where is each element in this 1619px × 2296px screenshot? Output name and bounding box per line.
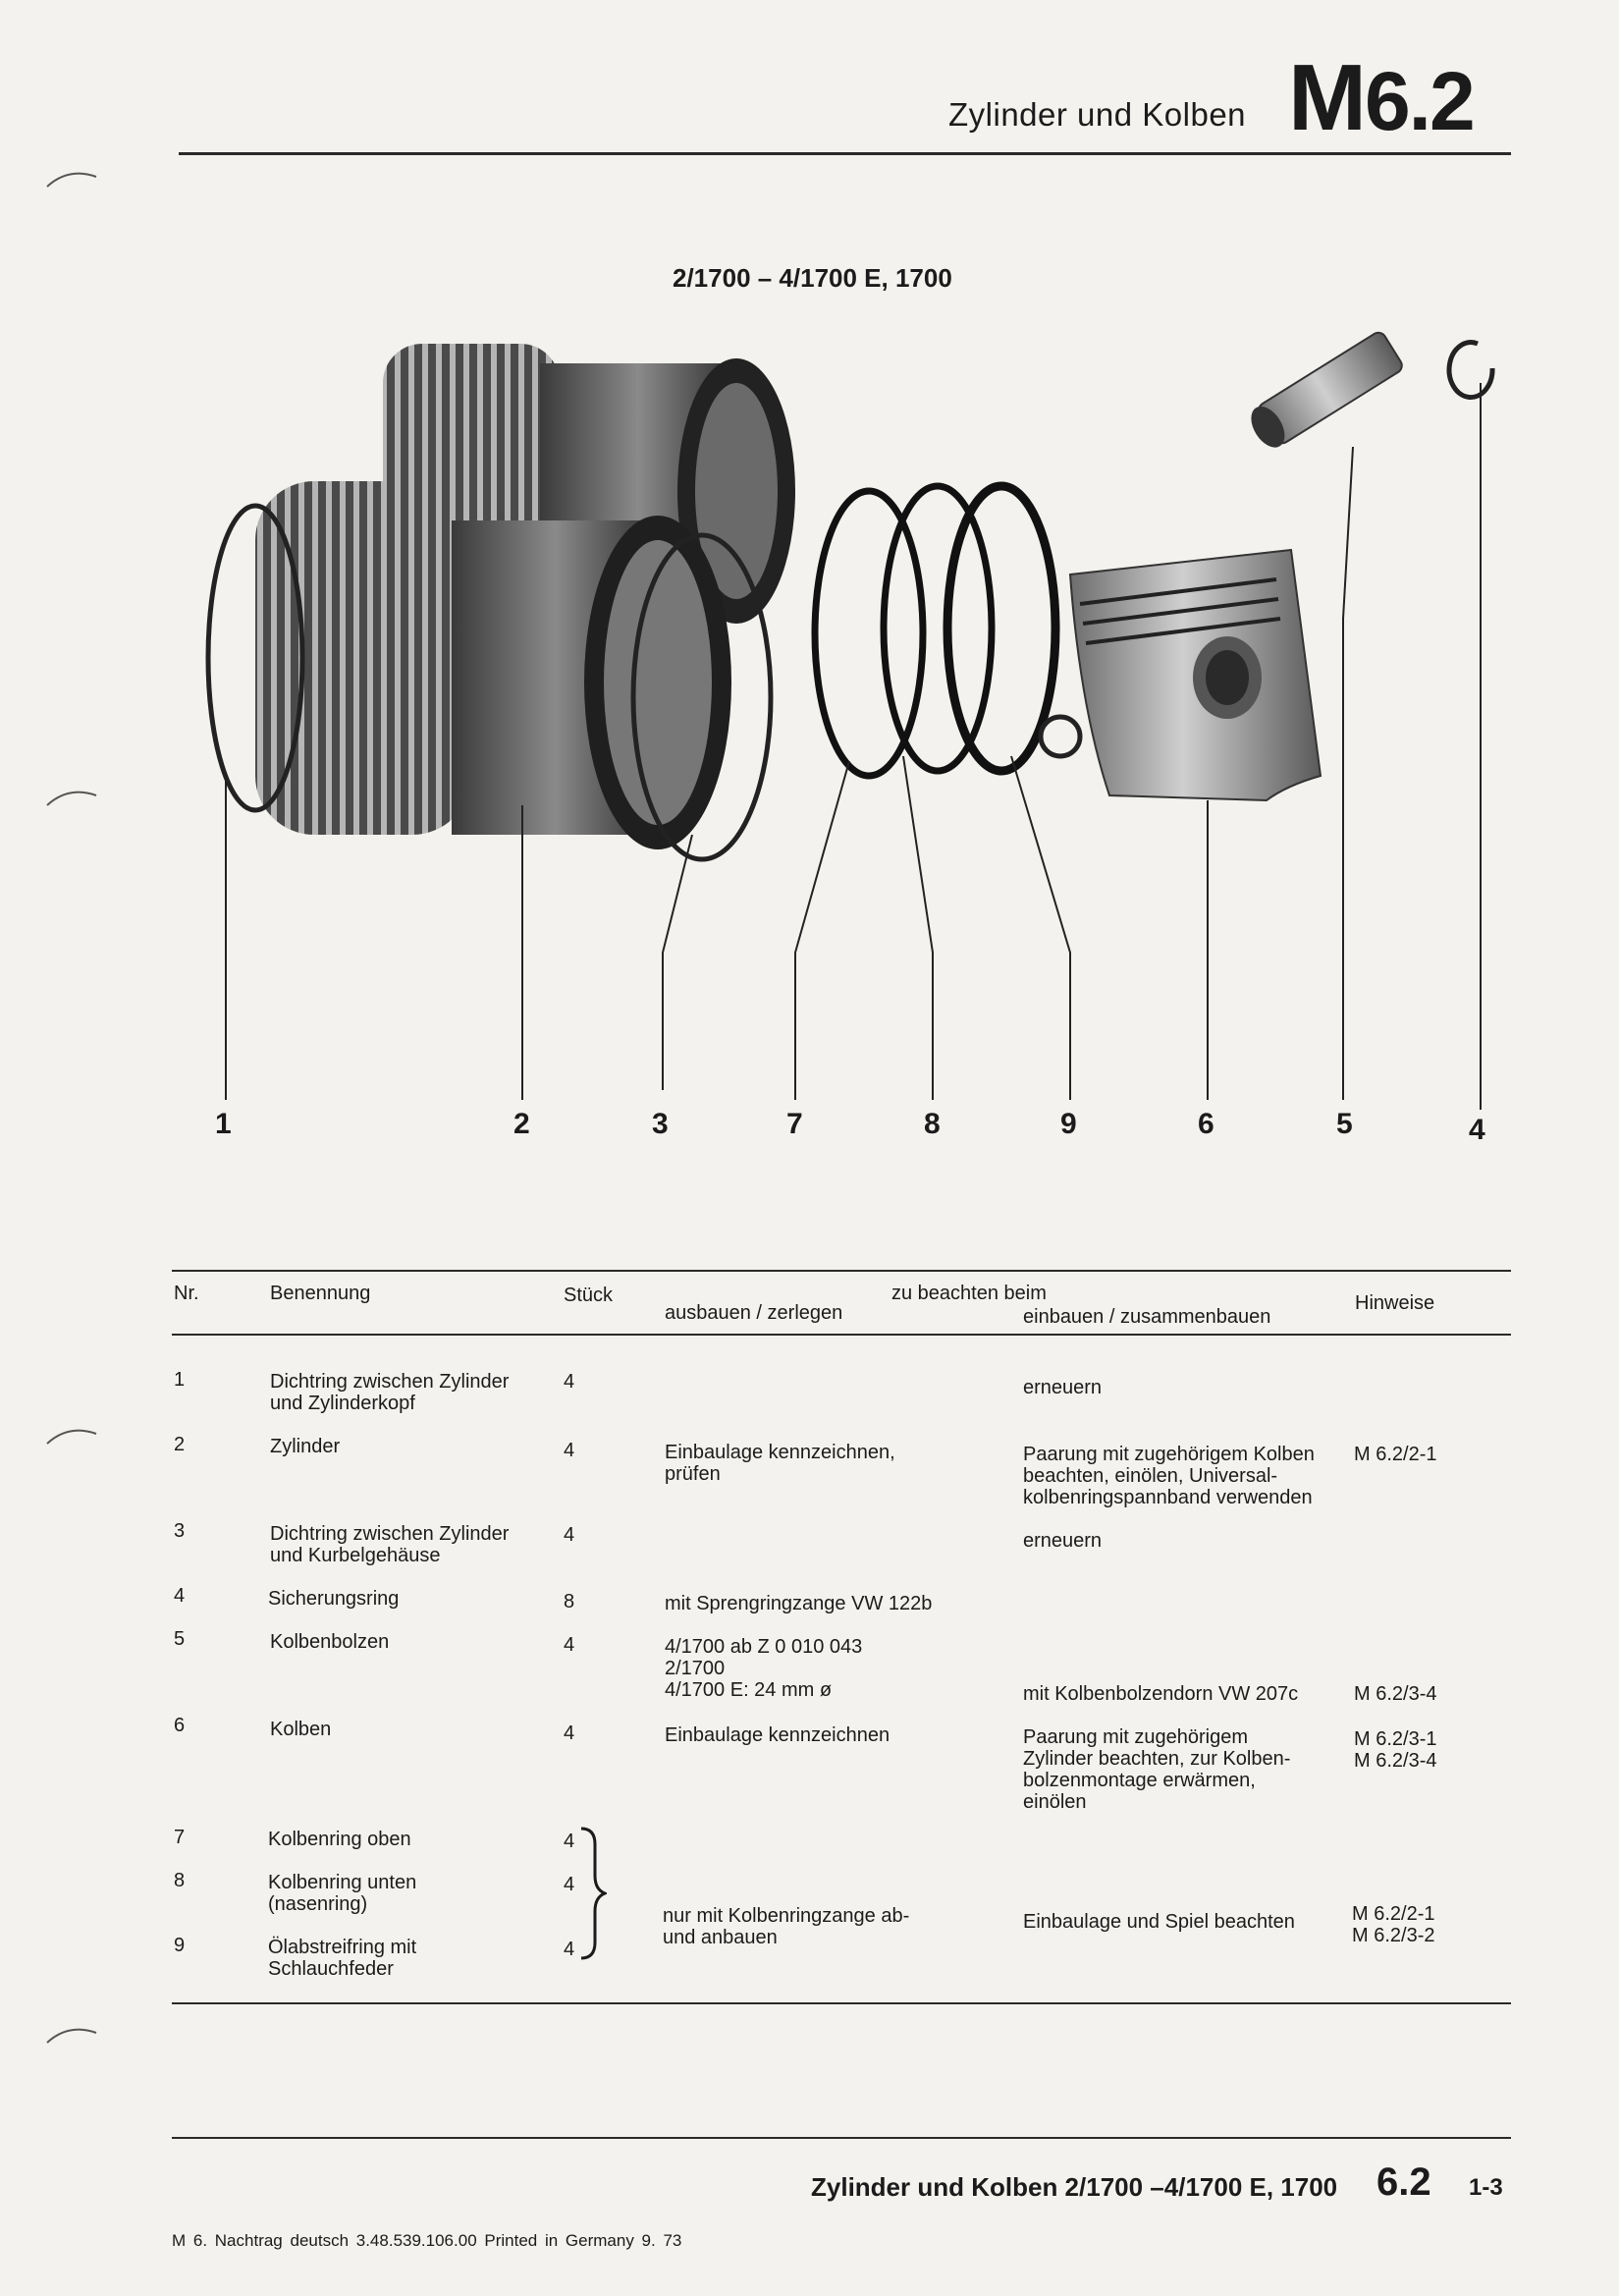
group-7-9-hinweise: M 6.2/2-1 M 6.2/3-2 bbox=[1352, 1903, 1435, 1946]
row-4-benennung: Sicherungsring bbox=[268, 1588, 400, 1610]
column-header-ausbauen: ausbauen / zerlegen bbox=[665, 1302, 843, 1324]
column-header-stueck: Stück bbox=[564, 1285, 614, 1306]
part-number-3: 3 bbox=[652, 1108, 669, 1140]
row-2-stueck: 4 bbox=[564, 1440, 575, 1461]
row-5-stueck: 4 bbox=[564, 1634, 575, 1656]
row-2-hinweise: M 6.2/2-1 bbox=[1354, 1444, 1437, 1465]
group-brace-rows-7-9 bbox=[577, 1825, 607, 1962]
binder-hole-marks bbox=[39, 147, 108, 2062]
part-number-8: 8 bbox=[924, 1108, 941, 1140]
row-1-stueck: 4 bbox=[564, 1371, 575, 1393]
column-header-zu-beachten: zu beachten beim bbox=[891, 1283, 1047, 1304]
row-9-benennung: Ölabstreifring mit Schlauchfeder bbox=[268, 1937, 417, 1980]
exploded-view-illustration bbox=[147, 314, 1522, 1159]
piston-pin bbox=[1244, 330, 1404, 454]
piston-ring-top bbox=[815, 491, 923, 776]
row-2-ausbauen: Einbaulage kennzeichnen, prüfen bbox=[665, 1442, 895, 1485]
row-1-benennung: Dichtring zwischen Zylinder und Zylinderkopf bbox=[270, 1371, 510, 1414]
row-6-einbauen: Paarung mit zugehörigem Zylinder beachten, zur Kolben- bolzenmontage erwärmen, einölen bbox=[1023, 1726, 1291, 1813]
part-number-7: 7 bbox=[786, 1108, 803, 1140]
row-7-benennung: Kolbenring oben bbox=[268, 1829, 411, 1850]
row-6-stueck: 4 bbox=[564, 1722, 575, 1744]
oil-scraper-ring bbox=[947, 486, 1055, 771]
row-2-einbauen: Paarung mit zugehörigem Kolben beachten, einölen, Universal- kolbenringspannband verwenden bbox=[1023, 1444, 1315, 1508]
piston bbox=[1070, 550, 1321, 800]
row-6-ausbauen: Einbaulage kennzeichnen bbox=[665, 1724, 890, 1746]
section-code-number: 6.2 bbox=[1364, 55, 1474, 147]
row-5-hinweise: M 6.2/3-4 bbox=[1354, 1683, 1437, 1705]
row-4-nr: 4 bbox=[174, 1585, 186, 1607]
row-5-einbauen: mit Kolbenbolzendorn VW 207c bbox=[1023, 1683, 1299, 1705]
row-8-nr: 8 bbox=[174, 1870, 186, 1891]
imprint-line: M 6. Nachtrag deutsch 3.48.539.106.00 Printed in Germany 9. 73 bbox=[172, 2231, 682, 2250]
row-6-hinweise: M 6.2/3-1 M 6.2/3-4 bbox=[1354, 1728, 1437, 1772]
part-number-1: 1 bbox=[215, 1108, 232, 1140]
part-number-2: 2 bbox=[513, 1108, 530, 1140]
column-header-einbauen: einbauen / zusammenbauen bbox=[1023, 1306, 1271, 1328]
table-bottom-rule bbox=[172, 2002, 1511, 2004]
row-3-einbauen: erneuern bbox=[1023, 1530, 1103, 1552]
column-header-benennung: Benennung bbox=[270, 1283, 371, 1304]
footer-rule bbox=[172, 2137, 1511, 2139]
footer-section-number: 6.2 bbox=[1376, 2160, 1431, 2204]
row-1-nr: 1 bbox=[174, 1369, 186, 1391]
section-code-letter: M bbox=[1288, 45, 1365, 150]
model-subtitle: 2/1700 – 4/1700 E, 1700 bbox=[673, 263, 952, 293]
row-4-stueck: 8 bbox=[564, 1591, 575, 1613]
row-3-stueck: 4 bbox=[564, 1524, 575, 1546]
group-7-9-ausbauen: nur mit Kolbenringzange ab- und anbauen bbox=[663, 1905, 910, 1948]
circlip bbox=[1449, 343, 1492, 398]
row-2-nr: 2 bbox=[174, 1434, 186, 1455]
column-header-hinweise: Hinweise bbox=[1355, 1292, 1435, 1314]
row-5-benennung: Kolbenbolzen bbox=[270, 1631, 390, 1653]
row-3-nr: 3 bbox=[174, 1520, 186, 1542]
row-9-nr: 9 bbox=[174, 1935, 186, 1956]
part-number-5: 5 bbox=[1336, 1108, 1353, 1140]
row-4-ausbauen: mit Sprengringzange VW 122b bbox=[665, 1593, 933, 1614]
piston-ring-bottom bbox=[884, 486, 992, 771]
row-8-stueck: 4 bbox=[564, 1874, 575, 1895]
footer-title: Zylinder und Kolben 2/1700 –4/1700 E, 1700 bbox=[811, 2172, 1338, 2202]
table-top-rule bbox=[172, 1270, 1511, 1272]
row-3-benennung: Dichtring zwischen Zylinder und Kurbelgehäuse bbox=[270, 1523, 510, 1566]
row-6-nr: 6 bbox=[174, 1715, 186, 1736]
header-rule bbox=[179, 152, 1511, 155]
group-7-9-einbauen: Einbaulage und Spiel beachten bbox=[1023, 1911, 1295, 1933]
row-9-stueck: 4 bbox=[564, 1939, 575, 1960]
page-header-title: Zylinder und Kolben bbox=[948, 96, 1247, 133]
row-2-benennung: Zylinder bbox=[270, 1436, 341, 1457]
cylinder-front bbox=[255, 481, 731, 849]
footer-page-number: 1-3 bbox=[1469, 2174, 1503, 2201]
row-8-benennung: Kolbenring unten (nasenring) bbox=[268, 1872, 417, 1915]
part-number-4: 4 bbox=[1469, 1114, 1485, 1146]
row-7-stueck: 4 bbox=[564, 1831, 575, 1852]
row-1-einbauen: erneuern bbox=[1023, 1377, 1103, 1398]
column-header-nr: Nr. bbox=[174, 1283, 199, 1304]
row-7-nr: 7 bbox=[174, 1827, 186, 1848]
circlip-small bbox=[1041, 717, 1080, 756]
part-number-6: 6 bbox=[1198, 1108, 1214, 1140]
table-header-rule bbox=[172, 1334, 1511, 1336]
part-number-9: 9 bbox=[1060, 1108, 1077, 1140]
section-code bbox=[1288, 45, 1474, 150]
row-5-ausbauen: 4/1700 ab Z 0 010 043 2/1700 4/1700 E: 24 mm ø bbox=[665, 1636, 863, 1701]
row-5-nr: 5 bbox=[174, 1628, 186, 1650]
row-6-benennung: Kolben bbox=[270, 1719, 332, 1740]
